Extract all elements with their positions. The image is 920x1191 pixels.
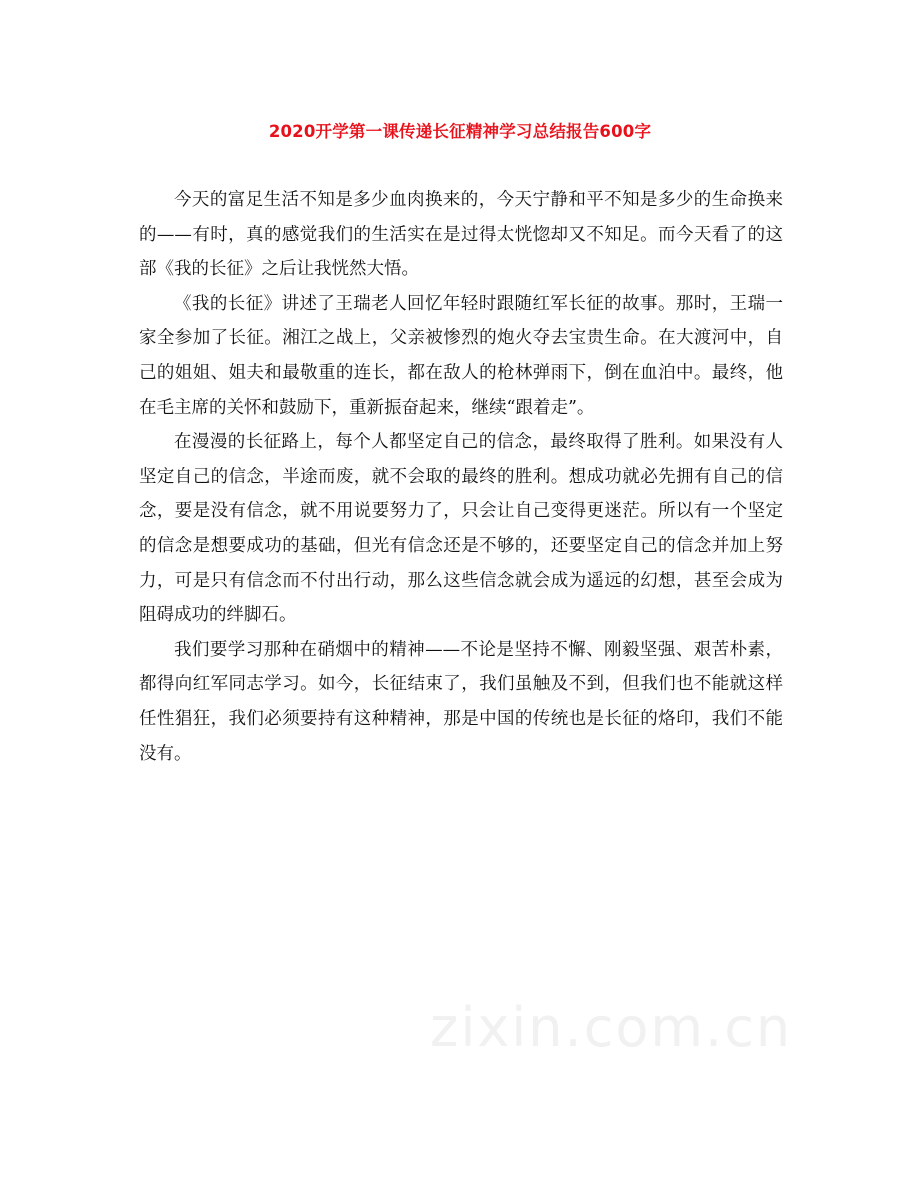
- paragraph-2: 《我的长征》讲述了王瑞老人回忆年轻时跟随红军长征的故事。那时，王瑞一家全参加了长征。湘江之战上，父亲被惨烈的炮火夺去宝贵生命。在大渡河中，自己的姐姐、姐夫和最敬重的连长，都在敌人的枪林弹雨下，倒在血泊中。最终，他在毛主席的关怀和鼓励下，重新振奋起来，继续“跟着走”。: [139, 293, 783, 418]
- paragraph-4: 我们要学习那种在硝烟中的精神——不论是坚持不懈、刚毅坚强、艰苦朴素，都得向红军同志学习。如今，长征结束了，我们虽触及不到，但我们也不能就这样任性猖狂，我们必须要持有这种精神，那是中国的传统也是长征的烙印，我们不能没有。: [139, 639, 783, 764]
- watermark: zixin.com.cn: [430, 996, 793, 1059]
- paragraph-1: 今天的富足生活不知是多少血肉换来的，今天宁静和平不知是多少的生命换来的——有时，真的感觉我们的生活实在是过得太恍惚却又不知足。而今天看了的这部《我的长征》之后让我恍然大悟。: [139, 190, 783, 280]
- document-body: [139, 183, 783, 771]
- paragraph-3: 在漫漫的长征路上，每个人都坚定自己的信念，最终取得了胜利。如果没有人坚定自己的信念，半途而废，就不会取的最终的胜利。想成功就必先拥有自己的信念，要是没有信念，就不用说要努力了，只会让自己变得更迷茫。所以有一个坚定的信念是想要成功的基础，但光有信念还是不够的，还要坚定自己的信念并加上努力，可是只有信念而不付出行动，那么这些信念就会成为遥远的幻想，甚至会成为阻碍成功的绊脚石。: [139, 432, 783, 626]
- document-title: 2020开学第一课传递长征精神学习总结报告600字: [268, 122, 652, 141]
